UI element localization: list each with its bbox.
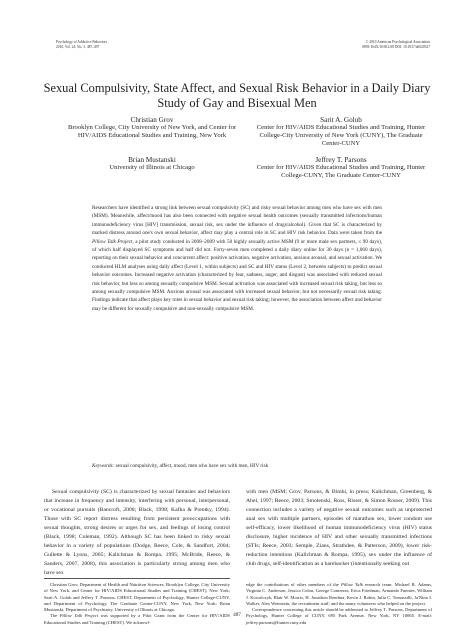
volume-info: 2010, Vol. 24, No. 3, 487–497 [56, 45, 100, 49]
keywords-text: sexual compulsivity, affect, mood, men who have sex with men, HIV risk [114, 463, 269, 469]
keywords-label: Keywords: [92, 463, 115, 469]
author-name: Brian Mustanski [128, 156, 176, 164]
author-affiliation: Center for HIV/AIDS Educational Studies and Training, Hunter College-City University of New York (CUNY), The Graduate Center-CUNY [256, 124, 426, 147]
abstract-text-cont: , a pilot study conducted in 2008–2009 with 50 highly sexually active MSM (9 or more male sex partners, ≤ 90 days), of which half displayed SC symptoms and half did not. Forty-seven men completed a daily diary online for 30 days (n = 1,060 days), reporting on their sexual behavior and concurrent affect: positive activation, negative activation, anxious arousal, and sexual activation. We conducted HLM analyses using daily affect (Level 1, within subjects) and SC and HIV status (Level 2, between subjects) to predict sexual behavior outcomes. Increased negative activation (characterized by fear, sadness, anger, and disgust) was associated with reduced sexual risk behavior, but less so among sexually compulsive MSM. Sexual activation was associated with increased sexual risk taking, but less so among sexually compulsive MSM. Anxious arousal was associated with increased sexual behavior, but not necessarily sexual risk taking. Findings indicate that affect plays key roles in sexual behavior and sexual risk taking; however, the association between affect and behavior may be different for sexually compulsive and non-sexually compulsive MSM. [92, 238, 382, 312]
author-note-affiliations: Christian Grov, Department of Health and Nutrition Sciences, Brooklyn College, City University of New York, and Center for HIV/AIDS Educational Studies and Training (CHEST), New York; Sarit A. Golub and Jeffrey T. Parsons, CHEST, Department of Psychology, Hunter College-CUNY, and Department of Psychology, The Graduate Center-CUNY, New York, New York; Brian Mustanski, Department of Psychiatry, University of Illinois at Chicago. [44, 582, 230, 613]
footnote-divider [44, 578, 230, 579]
note-text: The [50, 613, 60, 619]
abstract-text: Researchers have identified a strong link between sexual compulsivity (SC) and risky sexual behavior among men who have sex with men (MSM). Meanwhile, affect/mood has also been connected with negative sexual health outcomes (sexually transmitted infections/human immunodeficiency virus [HIV] transmission, sexual risk, sex under the influence of drugs/alcohol). Given that SC is characterized by marked distress around one's own sexual behavior, affect may play a central role in SC and HIV risk behavior. Data were taken from the [92, 205, 382, 237]
author-affiliation: Center for HIV/AIDS Educational Studies and Training, Hunter College-CUNY, The Graduate Center-CUNY [256, 164, 426, 179]
article-title: Sexual Compulsivity, State Affect, and Sexual Risk Behavior in a Daily Diary Study of Gay and Bisexual Men [43, 81, 431, 110]
author-block-2 [252, 116, 430, 148]
author-name: Jeffrey T. Parsons [315, 156, 367, 164]
author-note-left [44, 582, 230, 626]
author-name: Christian Grov [130, 116, 174, 124]
keywords [92, 462, 382, 470]
author-affiliation: University of Illinois at Chicago [109, 164, 195, 171]
copyright-line: © 2010 American Psychological Association [365, 40, 430, 44]
body-column-left: Sexual compulsivity (SC) is characterized by sexual fantasies and behaviors that increase in frequency and intensity, interfering with personal, interpersonal, or vocational pursuits (Bancroft, 2008; Black, 1998; Kafka & Prentky, 1994). Those with SC report distress resulting from persistent preoccupations with sexual thoughts, strong desires or urges for sex, and feelings of losing control (Black, 1998; Coleman, 1992). Although SC has been linked to risky sexual behavior in a variety of populations (Dodge, Reece, Cole, & Sandfort, 2004; Gullette & Lyons, 2005; Kalichman & Rompa, 1995; McBride, Reece, & Sanders, 2007, 2008), this association is particularly strong among men who have sex [44, 489, 230, 576]
author-note-correspondence: Correspondence concerning this article should be addressed to Jeffrey T. Parsons, Department of Psychology, Hunter College of CUNY, 695 Park Avenue, New York, NY 10065. E-mail: jeffrey.parsons@hunter.cuny.edu [246, 607, 432, 625]
author-note-acknowledgments [246, 582, 432, 607]
project-name: Pillow Talk Project [92, 238, 133, 245]
author-block-4 [252, 156, 430, 180]
author-affiliation: Brooklyn College, City University of New York, and Center for HIV/AIDS Educational Studies and Training, New York [67, 124, 237, 139]
note-text: edge the contributions of other members of the [246, 582, 341, 587]
note-project-name: Pillow Talk [340, 582, 363, 587]
author-note-right [246, 582, 432, 626]
author-block-1 [60, 116, 244, 140]
body-column-right: with men (MSM; Grov, Parsons, & Bimbi, in press; Kalichman, Greenberg, & Abel, 1997; Reece, 2003; Smolenski, Ross, Risser, & Simon Rosser, 2009). This connection includes a variety of negative sexual outcomes such as unprotected anal sex with multiple partners, episodes of marathon sex, lower condom use self-efficacy, lower likelihood of human immunodeficiency virus (HIV) status disclosure, higher incidence of HIV and other sexually transmitted infections (STIs; Reece, 2003; Semple, Zians, Strathdee, & Patterson, 2009), lower risk-reduction intentions (Kalichman & Rompa, 1995), sex under the influence of club drugs, self-identification as a barebacker (intentionally seeking out [246, 489, 432, 567]
author-block-3 [60, 156, 244, 172]
author-name: Sarit A. Golub [320, 116, 362, 124]
note-text: research team: Michael R. Adams, Virginia C. Anderson, Jessica Colon, George Contreras, Erica Friedman, Armando Fuentes, William J. Kowalczyk, Blair W. Morris, H. Jonathon Rendina, Kevin J. Robin, Julia C. Tomassilli, Ja'Nina J. Walker, Alex Weinstein, the recruitment staff, and the many volunteers who helped on the project. [246, 582, 433, 606]
running-header-right [362, 40, 430, 50]
note-project-name: Pillow Talk Project [59, 613, 99, 619]
note-text: was supported by a Pilot Grant from the Center for HIV/AIDS Educational Studies and Training (CHEST). We acknowl- [44, 613, 230, 625]
author-note-funding [44, 613, 230, 626]
abstract [92, 204, 382, 313]
doi-line: 0893-164X/10/$12.00 DOI: 10.1037/a0020527 [362, 45, 430, 49]
page-number: 487 [233, 612, 241, 618]
journal-name: Psychology of Addictive Behaviors [56, 40, 108, 44]
running-header-left [56, 40, 107, 50]
